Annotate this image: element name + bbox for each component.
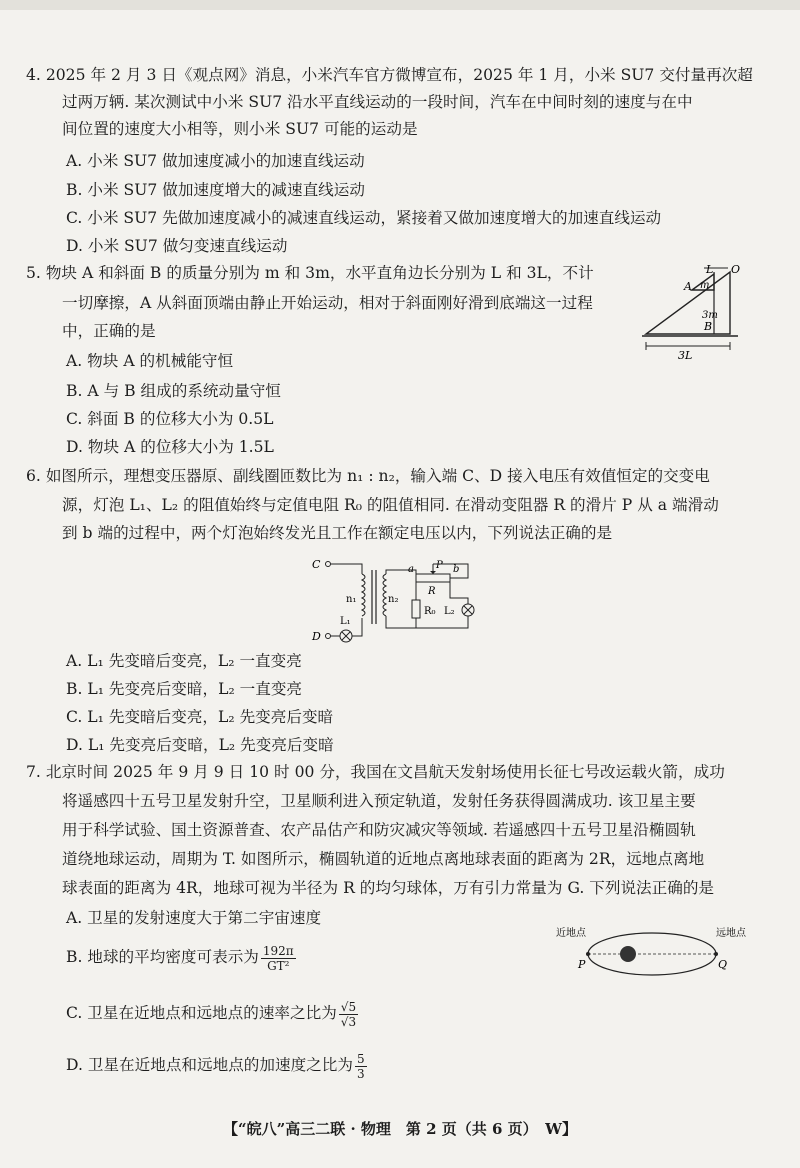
label-n2: n₂ bbox=[388, 594, 399, 605]
q4-stem-line-2: 过两万辆. 某次测试中小米 SU7 沿水平直线运动的一段时间，汽车在中间时刻的速度与在中 bbox=[62, 93, 693, 111]
terminal-c bbox=[326, 562, 331, 567]
label-p: P bbox=[436, 560, 443, 571]
transformer-circuit-figure bbox=[306, 552, 486, 648]
q7-option-b-denominator: GT² bbox=[267, 958, 290, 973]
q7-stem-line-5: 球表面的距离为 4R，地球可视为半径为 R 的均匀球体，万有引力常量为 G. 下列说法正确的是 bbox=[62, 879, 715, 897]
q5-stem-line-1: 5. 物块 A 和斜面 B 的质量分别为 m 和 3m，水平直角边长分别为 L 和 3L，不计 bbox=[26, 264, 594, 282]
q4-option-c: C. 小米 SU7 先做加速度减小的减速直线运动，紧接着又做加速度增大的加速直线运动 bbox=[66, 209, 662, 227]
label-m: m bbox=[700, 280, 710, 291]
label-b: B bbox=[704, 320, 713, 333]
label-d: D bbox=[312, 630, 321, 643]
q7-option-d-numerator: 5 bbox=[356, 1051, 365, 1066]
point-p bbox=[586, 952, 590, 956]
q7-option-c-fraction bbox=[339, 1000, 358, 1029]
q5-option-a: A. 物块 A 的机械能守恒 bbox=[66, 352, 234, 370]
q7-option-b bbox=[66, 940, 296, 974]
primary-coil bbox=[362, 574, 365, 616]
q4-option-d: D. 小米 SU7 做匀变速直线运动 bbox=[66, 237, 288, 255]
q7-option-d-text: D. 卫星在近地点和远地点的加速度之比为 bbox=[66, 1056, 353, 1074]
secondary-coil bbox=[383, 574, 386, 616]
q7-option-d bbox=[66, 1048, 367, 1082]
point-q bbox=[714, 952, 718, 956]
q7-stem-line-4: 道绕地球运动，周期为 T. 如图所示，椭圆轨道的近地点离地球表面的距离为 2R，远地点离地 bbox=[62, 850, 705, 868]
label-p: P bbox=[578, 958, 586, 971]
page-footer: 【“皖八”高三二联 · 物理 第 2 页（共 6 页） W】 bbox=[222, 1120, 578, 1138]
label-a: A bbox=[684, 280, 692, 293]
label-q: Q bbox=[718, 958, 728, 971]
orbit-ellipse bbox=[588, 933, 716, 975]
q4-option-b: B. 小米 SU7 做加速度增大的减速直线运动 bbox=[66, 181, 365, 199]
label-n1: n₁ bbox=[346, 594, 357, 605]
q7-option-c-text: C. 卫星在近地点和远地点的速率之比为 bbox=[66, 1004, 337, 1022]
q7-option-c-numerator: √5 bbox=[340, 999, 357, 1014]
q5-option-d: D. 物块 A 的位移大小为 1.5L bbox=[66, 438, 274, 456]
incline-figure bbox=[638, 262, 748, 362]
q7-option-d-fraction bbox=[355, 1052, 367, 1081]
label-b: b bbox=[453, 564, 460, 575]
q4-stem-line-1: 4. 2025 年 2 月 3 日《观点网》消息，小米汽车官方微博宣布，2025 年 1 月，小米 SU7 交付量再次超 bbox=[26, 66, 753, 84]
label-c: C bbox=[312, 558, 321, 571]
q7-option-b-text: B. 地球的平均密度可表示为 bbox=[66, 948, 259, 966]
q4-stem-line-3: 间位置的速度大小相等，则小米 SU7 可能的运动是 bbox=[62, 120, 418, 138]
q6-stem-line-2: 源，灯泡 L₁、L₂ 的阻值始终与定值电阻 R₀ 的阻值相同. 在滑动变阻器 R 的滑片 P 从 a 端滑动 bbox=[62, 496, 719, 514]
label-r: R bbox=[428, 586, 436, 597]
q6-option-d: D. L₁ 先变亮后变暗，L₂ 先变亮后变暗 bbox=[66, 736, 334, 754]
q6-option-a: A. L₁ 先变暗后变亮，L₂ 一直变亮 bbox=[66, 652, 302, 670]
label-3l: 3L bbox=[678, 349, 693, 362]
q7-option-a: A. 卫星的发射速度大于第二宇宙速度 bbox=[66, 909, 322, 927]
q7-option-b-numerator: 192π bbox=[262, 943, 294, 958]
q5-option-b: B. A 与 B 组成的系统动量守恒 bbox=[66, 382, 281, 400]
q7-option-b-fraction bbox=[261, 944, 296, 973]
q5-option-c: C. 斜面 B 的位移大小为 0.5L bbox=[66, 410, 274, 428]
label-l2: L₂ bbox=[444, 606, 455, 617]
orbit-figure bbox=[548, 918, 760, 984]
q4-option-a: A. 小米 SU7 做加速度减小的加速直线运动 bbox=[66, 152, 365, 170]
q7-option-d-denominator: 3 bbox=[356, 1066, 365, 1081]
q6-option-b: B. L₁ 先变亮后变暗，L₂ 一直变亮 bbox=[66, 680, 303, 698]
q7-option-c-denominator: √3 bbox=[340, 1014, 357, 1029]
q7-stem-line-3: 用于科学试验、国土资源普查、农产品估产和防灾减灾等领域. 若遥感四十五号卫星沿椭圆轨 bbox=[62, 821, 696, 839]
label-3m: 3m bbox=[702, 310, 718, 321]
label-near: 近地点 bbox=[556, 928, 586, 939]
q7-option-c bbox=[66, 996, 358, 1030]
q7-stem-line-2: 将遥感四十五号卫星发射升空，卫星顺利进入预定轨道，发射任务获得圆满成功. 该卫星主要 bbox=[62, 792, 696, 810]
q6-stem-line-1: 6. 如图所示，理想变压器原、副线圈匝数比为 n₁ : n₂，输入端 C、D 接入电压有效值恒定的交变电 bbox=[26, 467, 710, 485]
q6-stem-line-3: 到 b 端的过程中，两个灯泡始终发光且工作在额定电压以内，下列说法正确的是 bbox=[62, 524, 613, 542]
q5-stem-line-2: 一切摩擦，A 从斜面顶端由静止开始运动，相对于斜面刚好滑到底端这一过程 bbox=[62, 294, 593, 312]
q7-stem-line-1: 7. 北京时间 2025 年 9 月 9 日 10 时 00 分，我国在文昌航天发射场使用长征七号改运载火箭，成功 bbox=[26, 763, 725, 781]
q5-stem-line-3: 中，正确的是 bbox=[62, 322, 156, 340]
q6-option-c: C. L₁ 先变暗后变亮，L₂ 先变亮后变暗 bbox=[66, 708, 334, 726]
label-o: O bbox=[731, 263, 741, 276]
earth-icon bbox=[620, 946, 636, 962]
label-a: a bbox=[408, 564, 414, 575]
top-scan-strip bbox=[0, 0, 800, 10]
rheostat-r bbox=[416, 574, 450, 582]
label-r0: R₀ bbox=[424, 606, 436, 617]
label-far: 远地点 bbox=[716, 928, 746, 939]
resistor-r0 bbox=[412, 600, 420, 618]
terminal-d bbox=[326, 634, 331, 639]
label-l-top: L bbox=[706, 263, 714, 276]
label-l1: L₁ bbox=[340, 616, 351, 627]
